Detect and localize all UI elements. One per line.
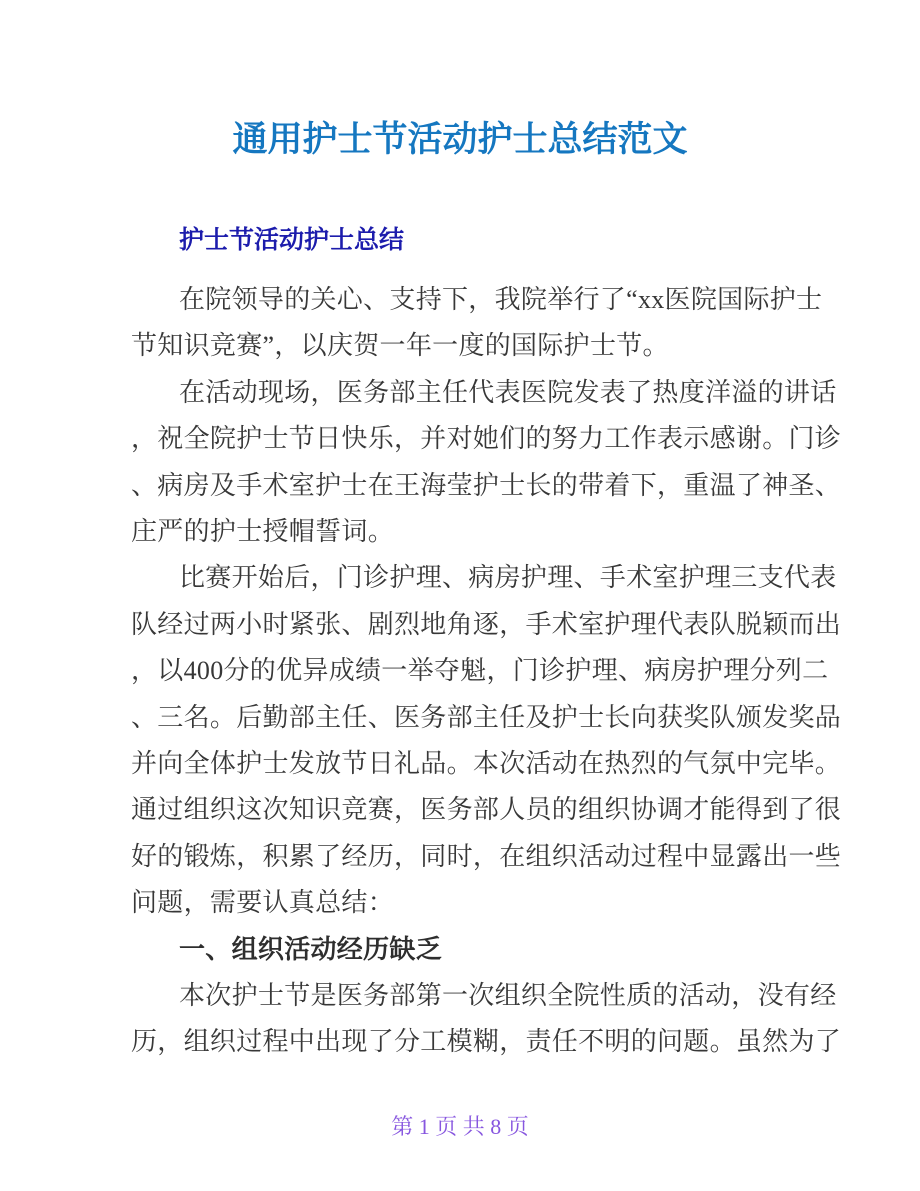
body-line: 问题，需要认真总结： (131, 888, 395, 917)
body-line: ，以400分的优异成绩一举夺魁，门诊护理、病房护理分列二 (131, 656, 829, 685)
body-line: 好的锻炼，积累了经历，同时，在组织活动过程中显露出一些 (131, 842, 842, 871)
body-line: 庄严的护士授帽誓词。 (131, 517, 395, 546)
page-number-footer: 第 1 页 共 8 页 (391, 1114, 529, 1139)
body-line: 队经过两小时紧张、剧烈地角逐，手术室护理代表队脱颖而出 (131, 610, 842, 639)
body-line: ，祝全院护士节日快乐，并对她们的努力工作表示感谢。门诊 (131, 424, 842, 453)
section-heading: 一、组织活动经历缺乏 (179, 935, 443, 964)
body-line: 在院领导的关心、支持下，我院举行了“xx医院国际护士 (179, 285, 823, 314)
body-line: 历，组织过程中出现了分工模糊，责任不明的问题。虽然为了 (131, 1027, 842, 1056)
body-line: 、三名。后勤部主任、医务部主任及护士长向获奖队颁发奖品 (131, 703, 842, 732)
body-line: 并向全体护士发放节日礼品。本次活动在热烈的气氛中完毕。 (131, 749, 842, 778)
body-line: 节知识竞赛”，以庆贺一年一度的国际护士节。 (131, 331, 669, 360)
body-line: 、病房及手术室护士在王海莹护士长的带着下，重温了神圣、 (131, 471, 842, 500)
body-line: 在活动现场，医务部主任代表医院发表了热度洋溢的讲话 (179, 378, 837, 407)
body-line: 通过组织这次知识竞赛，医务部人员的组织协调才能得到了很 (131, 795, 842, 824)
body-line: 本次护士节是医务部第一次组织全院性质的活动，没有经 (179, 981, 837, 1010)
document-title: 通用护士节活动护士总结范文 (232, 120, 688, 159)
body-line: 比赛开始后，门诊护理、病房护理、手术室护理三支代表 (179, 563, 837, 592)
document-subtitle: 护士节活动护士总结 (179, 226, 405, 254)
